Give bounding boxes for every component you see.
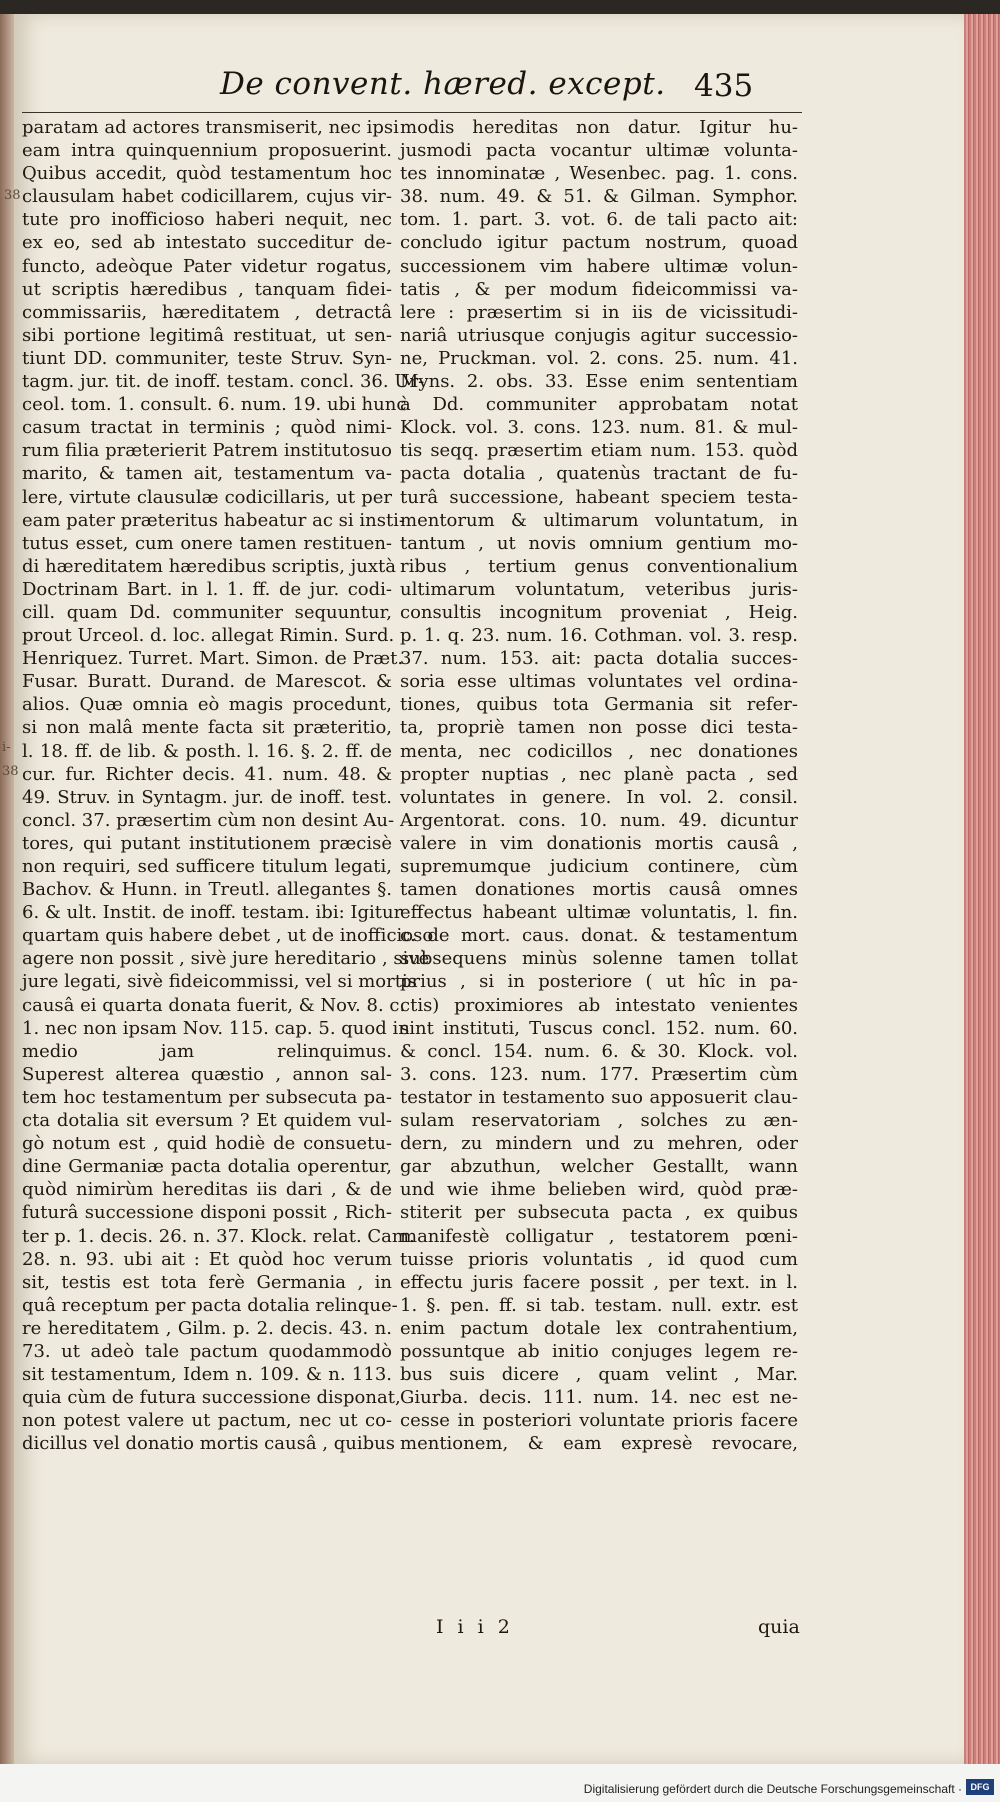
- text-line: Fusar. Buratt. Durand. de Marescot. &: [22, 671, 392, 693]
- text-line: pacta dotalia , quatenùs tractant de fu-: [400, 463, 798, 485]
- text-line: gar abzuthun, welcher Gestallt, wann: [400, 1156, 798, 1178]
- text-line: effectu juris facere possit , per text. in l.: [400, 1271, 798, 1293]
- text-line: ta, propriè tamen non posse dici testa-: [400, 717, 798, 739]
- text-line: di hæreditatem hæredibus scriptis, juxtà: [22, 555, 396, 577]
- text-line: lere : præsertim si in iis de vicissitudi-: [400, 301, 798, 323]
- text-line: tagm. jur. tit. de inoff. testam. concl. 36. Ur-: [22, 371, 425, 393]
- text-line: effectus habeant ultimæ voluntatis, l. fin.: [400, 902, 798, 924]
- text-line: consultis incognitum proveniat , Heig.: [400, 601, 798, 623]
- text-line: stiterit per subsecuta pacta , ex quibus: [400, 1202, 798, 1224]
- text-line: cta dotalia sit eversum ? Et quidem vul-: [22, 1110, 392, 1132]
- text-line: tantum , ut novis omnium gentium mo-: [400, 532, 798, 554]
- margin-note: i-: [2, 740, 11, 755]
- text-line: Doctrinam Bart. in l. 1. ff. de jur. codi-: [22, 578, 392, 600]
- text-line: ctis) proximiores ab intestato venientes: [400, 994, 798, 1016]
- margin-note: 38: [2, 764, 19, 779]
- text-line: ultimarum voluntatum, veteribus juris-: [400, 578, 798, 600]
- text-line: Argentorat. cons. 10. num. 49. dicuntur: [400, 809, 798, 831]
- text-line: eam intra quinquennium proposuerint.: [22, 140, 392, 162]
- text-line: sit, testis est tota ferè Germania , in: [22, 1271, 392, 1293]
- text-line: voluntates in genere. In vol. 2. consil.: [400, 786, 798, 808]
- text-line: ne, Pruckman. vol. 2. cons. 25. num. 41.: [400, 347, 798, 369]
- text-line: Giurba. decis. 111. num. 14. nec est ne-: [400, 1387, 798, 1409]
- text-line: sibi portione legitimâ restituat, ut sen-: [22, 324, 392, 346]
- text-line: bus suis dicere , quam velint , Mar.: [400, 1364, 798, 1386]
- text-line: si non malâ mente facta sit præteritio,: [22, 717, 392, 739]
- text-line: alios. Quæ omnia eò magis procedunt,: [22, 694, 392, 716]
- text-line: eam pater præteritus habeatur ac si insti-: [22, 509, 406, 531]
- text-line: mentionem, & eam expresè revocare,: [400, 1433, 798, 1455]
- text-line: quia cùm de futura successione disponat,: [22, 1387, 401, 1409]
- text-line: gò notum est , quid hodiè de consuetu-: [22, 1133, 392, 1155]
- text-line: functo, adeòque Pater videtur rogatus,: [22, 255, 392, 277]
- text-line: successionem vim habere ultimæ volun-: [400, 255, 798, 277]
- text-line: medio jam relinquimus.: [22, 1040, 392, 1062]
- text-line: l. 18. ff. de lib. & posth. l. 16. §. 2. ff. de: [22, 740, 392, 762]
- text-line: enim pactum dotale lex contrahentium,: [400, 1317, 798, 1339]
- text-line: quòd nimirùm hereditas iis dari , & de: [22, 1179, 392, 1201]
- text-line: ex eo, sed ab intestato succeditur de-: [22, 232, 392, 254]
- text-line: 3. cons. 123. num. 177. Præsertim cùm: [400, 1063, 798, 1085]
- text-line: concl. 37. præsertim cùm non desint Au-: [22, 809, 395, 831]
- text-line: 73. ut adeò tale pactum quodammodò: [22, 1340, 392, 1362]
- text-line: 49. Struv. in Syntagm. jur. de inoff. test.: [22, 786, 392, 808]
- text-line: commissariis, hæreditatem , detractâ: [22, 301, 392, 323]
- text-line: possuntque ab initio conjuges legem re-: [400, 1340, 798, 1362]
- text-line: cesse in posteriori voluntate prioris facere: [400, 1410, 798, 1432]
- text-line: c. de mort. caus. donat. & testamentum: [400, 925, 798, 947]
- text-line: ter p. 1. decis. 26. n. 37. Klock. relat. Cam.: [22, 1225, 415, 1247]
- text-line: casum tractat in terminis ; quòd nimi-: [22, 417, 392, 439]
- signature-mark: I i i 2: [436, 1616, 514, 1638]
- text-line: dern, zu mindern und zu mehren, oder: [400, 1133, 798, 1155]
- text-line: 38. num. 49. & 51. & Gilman. Symphor.: [400, 186, 798, 208]
- text-line: sint instituti, Tuscus concl. 152. num. 60.: [400, 1017, 798, 1039]
- text-line: dicillus vel donatio mortis causâ , quibus: [22, 1433, 395, 1455]
- text-line: tatis , & per modum fideicommissi va-: [400, 278, 798, 300]
- text-line: sulam reservatoriam , solches zu æn-: [400, 1110, 798, 1132]
- text-line: futurâ successione disponi possit , Rich-: [22, 1202, 392, 1224]
- text-line: prout Urceol. d. loc. allegat Rimin. Surd.: [22, 625, 395, 647]
- text-line: quâ receptum per pacta dotalia relinque-: [22, 1294, 398, 1316]
- text-line: tom. 1. part. 3. vot. 6. de tali pacto ait:: [400, 209, 798, 231]
- text-line: tes innominatæ , Wesenbec. pag. 1. cons.: [400, 163, 798, 185]
- text-line: marito, & tamen ait, testamentum va-: [22, 463, 392, 485]
- text-line: manifestè colligatur , testatorem pœni-: [400, 1225, 798, 1247]
- text-line: ceol. tom. 1. consult. 6. num. 19. ubi hunc: [22, 394, 407, 416]
- catchword: quia: [758, 1616, 800, 1638]
- text-line: tis seqq. præsertim etiam num. 153. quòd: [400, 440, 798, 462]
- dfg-logo: DFG: [966, 1779, 994, 1795]
- digitization-note: Digitalisierung gefördert durch die Deutsche Forschungsgemeinschaft ·: [583, 1782, 962, 1796]
- text-line: tiunt DD. communiter, teste Struv. Syn-: [22, 347, 392, 369]
- text-line: turâ successione, habeant speciem testa-: [400, 486, 798, 508]
- text-line: non requiri, sed sufficere titulum legati,: [22, 856, 392, 877]
- text-line: 28. n. 93. ubi ait : Et quòd hoc verum: [22, 1248, 392, 1270]
- text-line: supremumque judicium continere, cùm: [400, 856, 798, 877]
- text-line: dine Germaniæ pacta dotalia operentur,: [22, 1156, 392, 1178]
- text-line: tute pro inofficioso haberi nequit, nec: [22, 209, 392, 231]
- text-line: cur. fur. Richter decis. 41. num. 48. &: [22, 763, 392, 785]
- text-line: Superest alterea quæstio , annon sal-: [22, 1063, 392, 1085]
- text-line: tamen donationes mortis causâ omnes: [400, 879, 798, 901]
- text-line: clausulam habet codicillarem, cujus vir-: [22, 186, 392, 208]
- text-line: cill. quam Dd. communiter sequuntur,: [22, 601, 392, 623]
- text-line: tores, qui putant institutionem præcisè: [22, 832, 392, 854]
- text-line: ribus , tertium genus conventionalium: [400, 555, 798, 577]
- left-text-column: [22, 116, 434, 1455]
- text-line: tiones, quibus tota Germania sit refer-: [400, 694, 798, 716]
- margin-note: 38: [4, 188, 21, 203]
- text-line: agere non possit , sivè jure hereditario , sivè: [22, 948, 430, 970]
- text-line: tuisse prioris voluntatis , id quod cum: [400, 1248, 798, 1270]
- text-line: concludo igitur pactum nostrum, quoad: [400, 232, 798, 254]
- text-line: Bachov. & Hunn. in Treutl. allegantes §.: [22, 879, 392, 901]
- text-line: tutus esset, cum onere tamen restituen-: [22, 532, 392, 554]
- text-line: Myns. 2. obs. 33. Esse enim sententiam: [400, 371, 798, 393]
- text-line: jusmodi pacta vocantur ultimæ volunta-: [400, 140, 798, 162]
- page-number: 435: [694, 68, 754, 104]
- text-line: soria esse ultimas voluntates vel ordina-: [400, 671, 798, 693]
- text-line: Quibus accedit, quòd testamentum hoc: [22, 163, 392, 185]
- text-line: valere in vim donationis mortis causâ ,: [400, 832, 798, 854]
- book-gutter: [0, 14, 14, 1764]
- page-edges: [964, 14, 1000, 1764]
- text-line: modis hereditas non datur. Igitur hu-: [400, 117, 798, 138]
- text-line: jure legati, sivè fideicommissi, vel si mortis: [22, 971, 417, 993]
- text-line: 1. nec non ipsam Nov. 115. cap. 5. quod in: [22, 1017, 410, 1039]
- text-line: mentorum & ultimarum voluntatum, in: [400, 509, 798, 531]
- text-line: à Dd. communiter approbatam notat: [400, 394, 798, 416]
- text-line: ut scriptis hæredibus , tanquam fidei-: [22, 278, 392, 300]
- text-line: lere, virtute clausulæ codicillaris, ut per: [22, 486, 392, 508]
- text-line: prius , si in posteriore ( ut hîc in pa-: [400, 971, 798, 993]
- text-line: quartam quis habere debet , ut de inofficioso: [22, 925, 434, 947]
- text-line: und wie ihme belieben wird, quòd præ-: [400, 1179, 798, 1201]
- text-line: re hereditatem , Gilm. p. 2. decis. 43. n.: [22, 1317, 392, 1339]
- text-line: Henriquez. Turret. Mart. Simon. de Præt.: [22, 648, 404, 670]
- text-line: causâ ei quarta donata fuerit, & Nov. 8. c.: [22, 994, 406, 1016]
- text-line: subsequens minùs solenne tamen tollat: [400, 948, 798, 970]
- header-rule: [22, 112, 802, 113]
- text-line: 6. & ult. Instit. de inoff. testam. ibi: Igitur: [22, 902, 403, 924]
- text-line: testator in testamento suo apposuerit clau-: [400, 1086, 798, 1108]
- right-text-column: [400, 116, 798, 1455]
- text-line: nariâ utriusque conjugis agitur successio-: [400, 324, 798, 346]
- text-line: sit testamentum, Idem n. 109. & n. 113.: [22, 1364, 392, 1386]
- text-line: propter nuptias , nec planè pacta , sed: [400, 763, 798, 785]
- text-line: rum filia præterierit Patrem institutosuo: [22, 440, 392, 462]
- text-line: paratam ad actores transmiserit, nec ipsi: [22, 117, 399, 138]
- text-line: non potest valere ut pactum, nec ut co-: [22, 1410, 392, 1432]
- text-line: p. 1. q. 23. num. 16. Cothman. vol. 3. resp.: [400, 625, 798, 647]
- text-line: & concl. 154. num. 6. & 30. Klock. vol.: [400, 1040, 798, 1062]
- text-line: Klock. vol. 3. cons. 123. num. 81. & mul-: [400, 417, 798, 439]
- running-head: De convent. hæred. except.: [220, 66, 666, 102]
- text-line: menta, nec codicillos , nec donationes: [400, 740, 798, 762]
- viewer-top-bar: [0, 0, 1000, 14]
- text-line: tem hoc testamentum per subsecuta pa-: [22, 1086, 392, 1108]
- text-line: 37. num. 153. ait: pacta dotalia succes-: [400, 648, 798, 670]
- text-line: 1. §. pen. ff. si tab. testam. null. extr. est: [400, 1294, 798, 1316]
